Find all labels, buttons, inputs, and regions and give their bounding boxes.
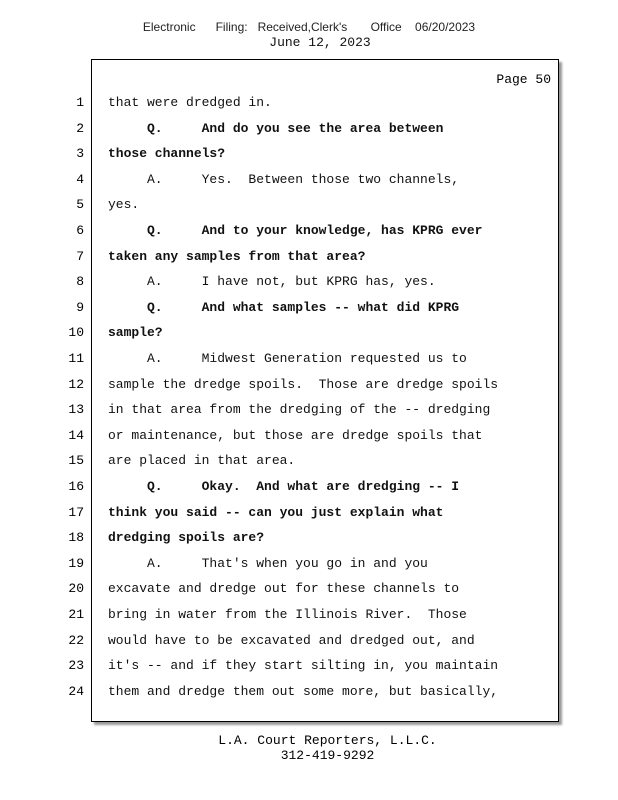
line-number: 14 [68, 428, 84, 443]
line-number: 12 [68, 377, 84, 392]
line-number: 11 [68, 351, 84, 366]
line-number: 6 [76, 223, 84, 238]
transcript-line: would have to be excavated and dredged out, and [108, 633, 475, 648]
line-number: 19 [68, 556, 84, 571]
transcript-line: dredging spoils are? [108, 530, 265, 545]
transcript-line: A. That's when you go in and you [108, 556, 428, 571]
transcript-line: it's -- and if they start silting in, you maintain [108, 658, 499, 673]
line-number: 3 [76, 146, 84, 161]
line-number: 4 [76, 172, 84, 187]
transcript-line: think you said -- can you just explain what [108, 505, 444, 520]
transcript-line: those channels? [108, 146, 226, 161]
line-number: 1 [76, 95, 84, 110]
line-number: 5 [76, 197, 84, 212]
transcript-line: A. Midwest Generation requested us to [108, 351, 467, 366]
transcript-line: sample the dredge spoils. Those are dredge spoils [108, 377, 499, 392]
header-date: June 12, 2023 [269, 35, 371, 50]
line-number: 15 [68, 453, 84, 468]
line-number: 18 [68, 530, 84, 545]
transcript-line: yes. [108, 197, 140, 212]
transcript-line: Q. And do you see the area between [108, 121, 444, 136]
line-number: 2 [76, 121, 84, 136]
transcript-line: bring in water from the Illinois River. Those [108, 607, 467, 622]
line-number: 10 [68, 325, 84, 340]
transcript-line: or maintenance, but those are dredge spoils that [108, 428, 483, 443]
transcript-line: taken any samples from that area? [108, 249, 366, 264]
filing-stamp: Electronic Filing: Received,Clerk's Office 06/20/2023 [142, 20, 476, 34]
transcript-line: are placed in that area. [108, 453, 296, 468]
line-number: 20 [68, 581, 84, 596]
transcript-line: excavate and dredge out for these channels to [108, 581, 460, 596]
page-number: Page 50 [496, 72, 551, 87]
line-number: 21 [68, 607, 84, 622]
transcript-line: Q. Okay. And what are dredging -- I [108, 479, 460, 494]
transcript-line: in that area from the dredging of the -- dredging [108, 402, 491, 417]
transcript-line: A. Yes. Between those two channels, [108, 172, 460, 187]
line-number: 7 [76, 249, 84, 264]
line-number: 9 [76, 300, 84, 315]
line-number: 24 [68, 684, 84, 699]
footer-phone: 312-419-9292 [280, 748, 375, 763]
line-number: 16 [68, 479, 84, 494]
line-number: 22 [68, 633, 84, 648]
line-number: 17 [68, 505, 84, 520]
transcript-line: Q. And to your knowledge, has KPRG ever [108, 223, 483, 238]
transcript-line: them and dredge them out some more, but basically, [108, 684, 499, 699]
line-number: 13 [68, 402, 84, 417]
transcript-line: that were dredged in. [108, 95, 272, 110]
transcript-line: Q. And what samples -- what did KPRG [108, 300, 460, 315]
footer-company: L.A. Court Reporters, L.L.C. [218, 733, 437, 748]
transcript-line: A. I have not, but KPRG has, yes. [108, 274, 436, 289]
line-number: 8 [76, 274, 84, 289]
transcript-line: sample? [108, 325, 163, 340]
line-number: 23 [68, 658, 84, 673]
